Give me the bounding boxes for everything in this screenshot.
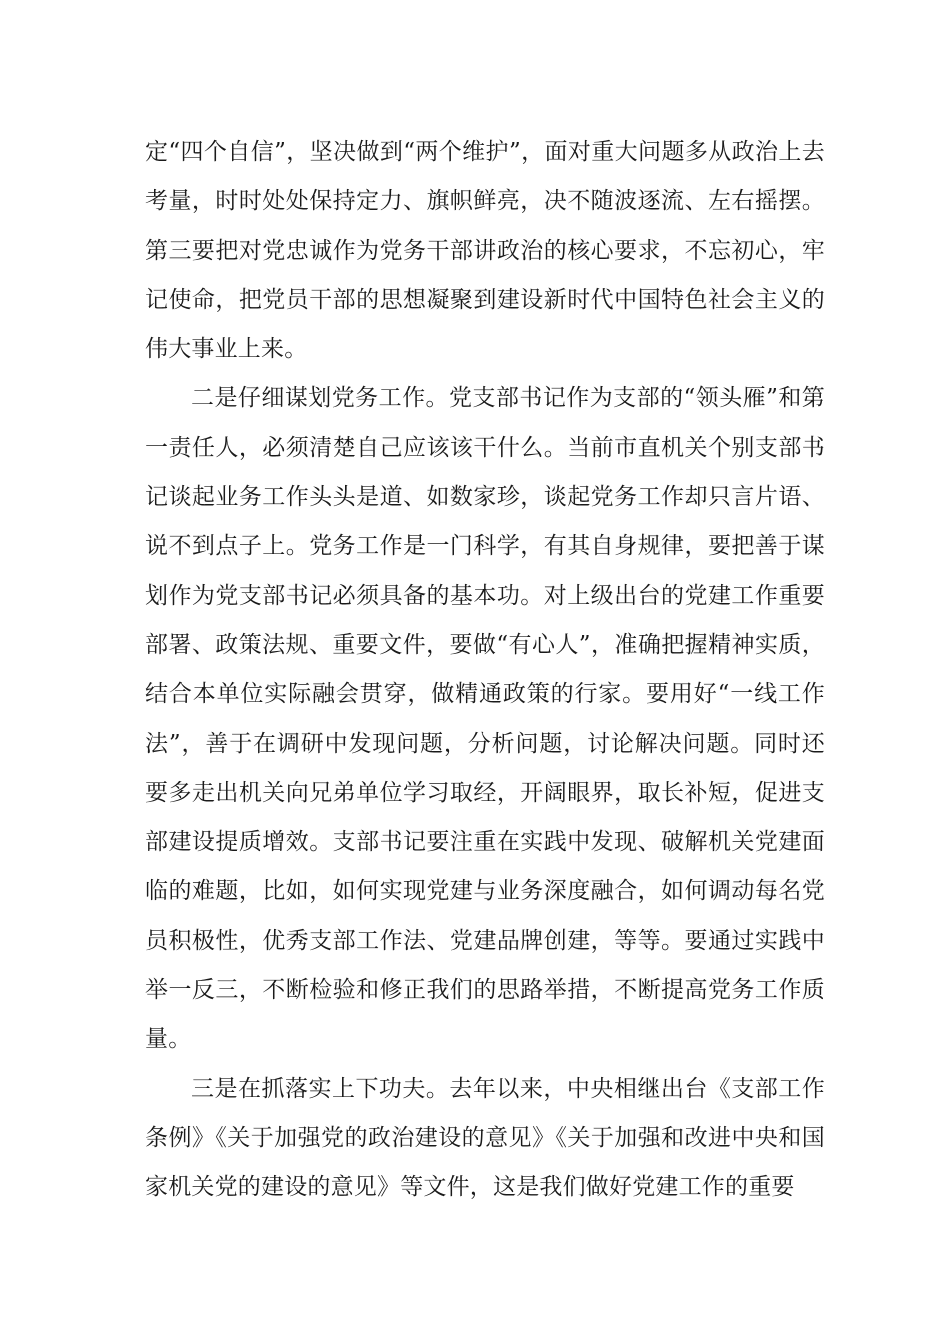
paragraph-1: 定“四个自信”，坚决做到“两个维护”，面对重大问题多从政治上去考量，时时处处保持定力、旗帜鲜亮，决不随波逐流、左右摇摆。第三要把对党忠诚作为党务干部讲政治的核心要求，不忘初心，牢记使命，把党员干部的思想凝聚到建设新时代中国特色社会主义的伟大事业上来。 [145,139,825,363]
document-body [145,128,825,1213]
paragraph-3: 三是在抓落实上下功夫。去年以来，中央相继出台《支部工作条例》《关于加强党的政治建设的意见》《关于加强和改进中央和国家机关党的建设的意见》等文件，这是我们做好党建工作的重要 [145,1075,825,1201]
paragraph-2: 二是仔细谋划党务工作。党支部书记作为支部的“领头雁”和第一责任人，必须清楚自己应该该干什么。当前市直机关个别支部书记谈起业务工作头头是道、如数家珍，谈起党务工作却只言片语、说不到点子上。党务工作是一门科学，有其自身规律，要把善于谋划作为党支部书记必须具备的基本功。对上级出台的党建工作重要部署、政策法规、重要文件，要做“有心人”，准确把握精神实质，结合本单位实际融会贯穿，做精通政策的行家。要用好“一线工作法”，善于在调研中发现问题，分析问题，讨论解决问题。同时还要多走出机关向兄弟单位学习取经，开阔眼界，取长补短，促进支部建设提质增效。支部书记要注重在实践中发现、破解机关党建面临的难题，比如，如何实现党建与业务深度融合，如何调动每名党员积极性，优秀支部工作法、党建品牌创建，等等。要通过实践中举一反三，不断检验和修正我们的思路举措，不断提高党务工作质量。 [145,385,825,1053]
